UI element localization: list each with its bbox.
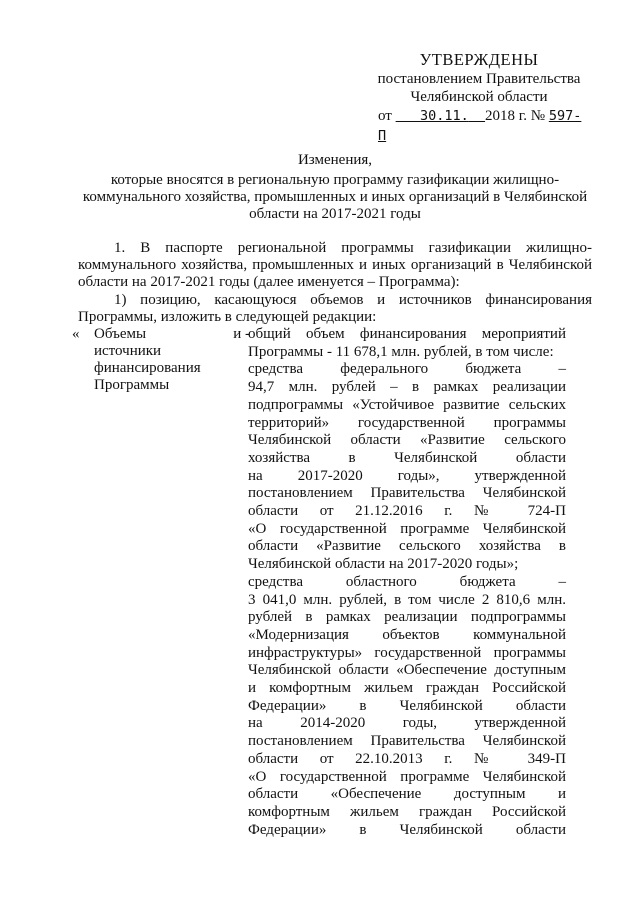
document-heading	[78, 152, 592, 223]
approval-title: УТВЕРЖДЕНЫ	[419, 50, 539, 69]
right-line: 3 041,0 млн. рублей, в том числе 2 810,6 млн.	[248, 591, 566, 608]
heading-title: Изменения,	[297, 152, 373, 168]
right-line: Федерации» в Челябинской области	[248, 821, 566, 838]
right-line: средства областного бюджета –	[248, 573, 566, 590]
right-line: Федерации» в Челябинской области	[248, 697, 566, 714]
right-line: и комфортным жильем граждан Российской	[248, 680, 566, 697]
right-line: области от 22.10.2013 г. № 349-П	[248, 750, 566, 767]
right-line: «О государственной программе Челябинской	[248, 768, 566, 785]
paragraph-2: 1) позицию, касающуюся объемов и источников финансирования Программы, изложить в следующей редакции:	[78, 292, 592, 325]
left-line-3: финансирования	[94, 360, 201, 376]
right-line: «О государственной программе Челябинской	[248, 520, 566, 537]
left-word-1: Объемы	[94, 326, 147, 342]
right-line: Челябинской области «Развитие сельского	[248, 432, 566, 449]
right-line: комфортным жильем граждан Российской	[248, 803, 566, 820]
right-line: территорий» государственной программы	[248, 414, 566, 431]
right-line: области «Обеспечение доступным и	[248, 786, 566, 803]
right-line: рублей в рамках реализации подпрограммы	[248, 609, 566, 626]
heading-subtitle-line-2: коммунального хозяйства, промышленных и иных организаций в Челябинской	[82, 189, 588, 205]
date-value-text: 30.11.	[420, 108, 469, 124]
left-line-4: Программы	[94, 377, 170, 393]
right-line: на 2017-2020 годы», утвержденной	[248, 467, 566, 484]
heading-subtitle-line-1: которые вносятся в региональную программу газификации жилищно-	[110, 172, 560, 188]
right-line: общий объем финансирования мероприятий	[248, 326, 566, 342]
approval-line-1: постановлением Правительства	[377, 71, 581, 87]
table-left-column	[72, 326, 250, 394]
right-line: на 2014-2020 годы, утвержденной	[248, 715, 566, 732]
right-line: области «Развитие сельского хозяйства в	[248, 538, 566, 555]
right-line: хозяйства в Челябинской области	[248, 449, 566, 466]
year-text: 2018 г. №	[485, 108, 546, 124]
right-line: средства федерального бюджета –	[248, 361, 566, 378]
right-line: постановлением Правительства Челябинской	[248, 485, 566, 502]
left-line-2: источники	[94, 343, 162, 359]
table-right-column	[248, 326, 566, 839]
left-row-1	[72, 326, 250, 343]
left-word-2: и -	[233, 326, 250, 342]
approval-line-2: Челябинской области	[410, 89, 548, 105]
right-line: области от 21.12.2016 г. № 724-П	[248, 503, 566, 520]
date-prefix: от	[378, 108, 392, 124]
right-line: подпрограммы «Устойчивое развитие сельских	[248, 396, 566, 413]
heading-subtitle-line-3: области на 2017-2021 годы	[249, 206, 421, 222]
approval-date-line	[374, 106, 584, 146]
date-value	[396, 108, 485, 124]
right-line: «Модернизация объектов коммунальной	[248, 626, 566, 643]
paragraph-1: 1. В паспорте региональной программы газификации жилищно-коммунального хозяйства, промышленных и иных организаций в Челябинской области на 2017-2021 годы (далее именуется – Программа):	[78, 240, 592, 290]
right-line: постановлением Правительства Челябинской	[248, 733, 566, 750]
right-line: Программы - 11 678,1 млн. рублей, в том числе:	[248, 343, 554, 360]
right-line: Челябинской области «Обеспечение доступным	[248, 662, 566, 679]
approval-block	[374, 50, 584, 146]
number-value: 597-П	[378, 108, 582, 144]
right-line: 94,7 млн. рублей – в рамках реализации	[248, 379, 566, 396]
right-line: Челябинской области на 2017-2020 годы»;	[248, 556, 519, 573]
right-line: инфраструктуры» государственной программы	[248, 644, 566, 661]
opening-quote: «	[72, 326, 80, 342]
